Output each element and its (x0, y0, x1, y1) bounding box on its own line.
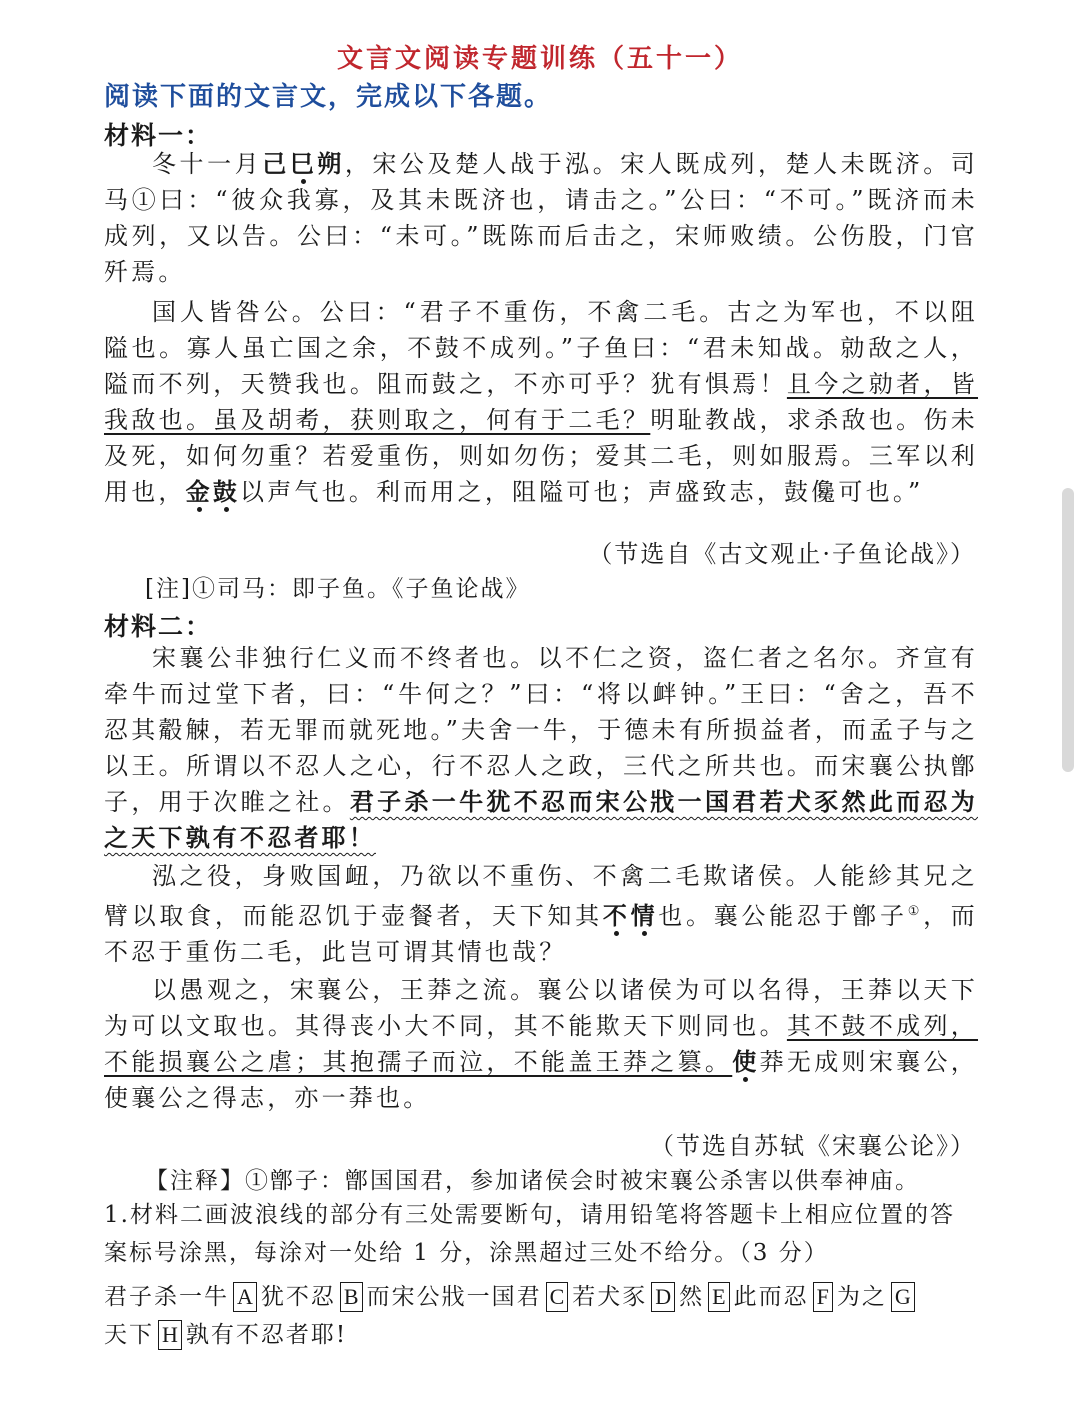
option-box-b[interactable]: B (340, 1282, 363, 1312)
option-box-e[interactable]: E (708, 1282, 729, 1312)
dotted-word: 鼓 (212, 477, 241, 506)
dotted-word: 情 (630, 901, 659, 930)
option-box-c[interactable]: C (546, 1282, 569, 1312)
dotted-word: 金 (185, 477, 213, 506)
material2-note: 【注释】①鄫子：鄫国国君，参加诸侯会时被宋襄公杀害以供奉神庙。 (145, 1168, 920, 1194)
material1-note: [注]①司马：即子鱼。《子鱼论战》 (145, 576, 531, 602)
option-box-d[interactable]: D (651, 1282, 675, 1312)
option-box-h[interactable]: H (158, 1320, 182, 1350)
wavy-underlined-sentence: 君子杀一牛犹不忍而宋公戕一国君若犬豕然此而忍为之天下孰有不忍者耶！ (104, 787, 978, 852)
material1-source: （节选自《古文观止·子鱼论战》） (588, 540, 976, 568)
dotted-word: 己巳朔 (262, 149, 345, 178)
option-box-f[interactable]: F (813, 1282, 833, 1312)
question-1-text: 1.材料二画波浪线的部分有三处需要断句，请用铅笔将答题卡上相应位置的答案标号涂黑，每涂对一处给 1 分，涂黑超过三处不给分。（3 分） (104, 1202, 955, 1266)
option-box-g[interactable]: G (891, 1282, 915, 1312)
material2-paragraph-3: 以愚观之，宋襄公，王莽之流。襄公以诸侯为可以名得，王莽以天下为可以文取也。其得丧小大不同，其不能欺天下则同也。其不鼓不成列，不能损襄公之虐；其抱孺子而泣，不能盖王莽之篡。使莽无成则宋襄公，使襄公之得志，亦一莽也。 (104, 976, 979, 1112)
material1-paragraph-2: 国人皆咎公。公曰：“君子不重伤，不禽二毛。古之为军也，不以阻隘也。寡人虽亡国之余，不鼓不成列。”子鱼曰：“君未知战。勍敌之人，隘而不列，天赞我也。阻而鼓之，不亦可乎？犹有惧焉！且今之勍者，皆我敌也。虽及胡耇，获则取之，何有于二毛？明耻教战，求杀敌也。伤未及死，如何勿重？若爱重伤，则如勿伤；爱其二毛，则如服焉。三军以利用也，金鼓以声气也。利而用之，阻隘可也；声盛致志，鼓儳可也。” (104, 298, 979, 506)
material2-text (104, 640, 978, 1116)
material1-text (104, 146, 978, 510)
underlined-sentence: 且今之勍者，皆我敌也。虽及胡耇，获则取之，何有于二毛？ (104, 370, 979, 434)
question-1-options: 君子杀一牛 A 犹不忍 B 而宋公戕一国君 C 若犬豕 D 然 E 此而忍 F 为之 G 天下 H 孰有不忍者耶! (104, 1278, 978, 1354)
page-title: 文言文阅读专题训练（五十一） (336, 44, 743, 74)
scrollbar-thumb[interactable] (1062, 488, 1074, 772)
dotted-word: 不 (602, 901, 631, 930)
footnote-marker: ① (907, 904, 924, 919)
instruction: 阅读下面的文言文，完成以下各题。 (104, 82, 553, 112)
material2-heading: 材料二： (104, 612, 213, 641)
underlined-sentence: 其不鼓不成列，不能损襄公之虐；其抱孺子而泣，不能盖王莽之篡。 (104, 1012, 979, 1076)
material2-paragraph-2: 泓之役，身败国衄，乃欲以不重伤、不禽二毛欺诸侯。人能紾其兄之臂以取食，而能忍饥于壶餐者，天下知其不情也。襄公能忍于鄫子①，而不忍于重伤二毛，此岂可谓其情也哉？ (104, 862, 978, 966)
question-1 (104, 1196, 978, 1354)
option-box-a[interactable]: A (233, 1282, 257, 1312)
material1-paragraph-1: 冬十一月己巳朔，宋公及楚人战于泓。宋人既成列，楚人未既济。司马①曰：“彼众我寡，及其未既济也，请击之。”公曰：“不可。”既济而未成列，又以告。公曰：“未可。”既陈而后击之，宋师败绩。公伤股，门官歼焉。 (104, 149, 978, 286)
dotted-word: 使 (732, 1047, 760, 1076)
material2-paragraph-1: 宋襄公非独行仁义而不终者也。以不仁之资，盗仁者之名尔。齐宣有牵牛而过堂下者，曰：“牛何之？”曰：“将以衅钟。”王曰：“舍之，吾不忍其觳觫，若无罪而就死地。”夫舍一牛，于德未有所损益者，而孟子与之以王。所谓以不忍人之心，行不忍人之政，三代之所共也。而宋襄公执鄫子，用于次睢之社。君子杀一牛犹不忍而宋公戕一国君若犬豕然此而忍为之天下孰有不忍者耶！ (104, 644, 978, 852)
material2-source: （节选自苏轼《宋襄公论》） (650, 1132, 976, 1160)
material1-heading: 材料一： (104, 121, 213, 150)
